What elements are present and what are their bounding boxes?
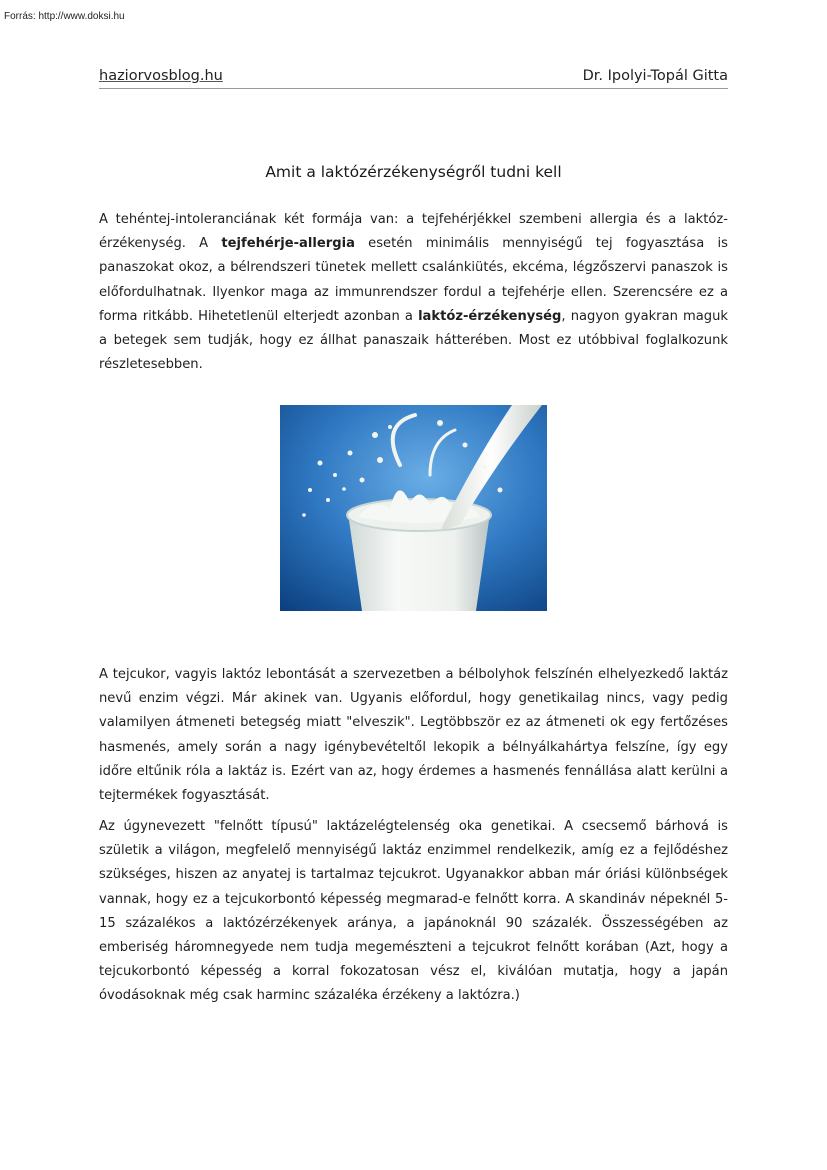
author-name: Dr. Ipolyi-Topál Gitta xyxy=(582,68,728,84)
source-line: Forrás: http://www.doksi.hu xyxy=(4,11,125,22)
lactase-paragraph: A tejcukor, vagyis laktóz lebontását a szervezetben a bélbolyhok felszínén elhelyezkedő laktáz nevű enzim végzi. Már akinek van. Ugyanis előfordul, hogy genetikailag nincs, vagy pedig valamilyen átmeneti betegség miatt "elveszik". Legtöbbször ez az átmeneti ok egy fertőzéses hasmenés, amely során a nagy igénybevételtől lekopik a bélnyálkahártya felszíne, így egy időre eltűnik róla a laktáz is. Ezért van az, hogy érdemes a hasmenés fennállása alatt kerülni a tejtermékek fogyasztását. xyxy=(99,667,728,804)
page-header xyxy=(99,68,728,89)
milk-splash-illustration xyxy=(280,405,547,611)
article-title: Amit a laktózérzékenységről tudni kell xyxy=(265,163,562,181)
milk-glass-photo xyxy=(280,405,547,611)
milk-protein-allergy-term: tejfehérje-allergia xyxy=(221,236,355,252)
site-link[interactable]: haziorvosblog.hu xyxy=(99,68,223,84)
intro-paragraph: A tehéntej-intoleranciának két formája van: a tejfehérjékkel szembeni allergia és a laktóz-érzékenység. A tejfehérje-allergia esetén minimális mennyiségű tej fogyasztása is panaszokat okoz, a bélrendszeri tünetek mellett csalánkiütés, ekcéma, légzőszervi panaszok is előfordulhatnak. Ilyenkor maga az immunrendszer fordul a tejfehérje ellen. Szerencsére ez a forma ritkább. Hihetetlenül elterjedt azonban a laktóz-érzékenység, nagyon gyakran maguk a betegek sem tudják, hogy ez állhat panaszaik hátterében. Most ez utóbbival foglalkozunk részletesebben. xyxy=(99,212,729,373)
lactose-sensitivity-term: laktóz-érzékenység xyxy=(418,308,562,324)
genetic-paragraph: Az úgynevezett "felnőtt típusú" laktázelégtelenség oka genetikai. A csecsemő bárhová is születik a világon, megfelelő mennyiségű laktáz enzimmel rendelkezik, amíg ez a fejlődéshez szükséges, hiszen az anyatej is tartalmaz tejcukrot. Ugyanakkor abban már óriási különbségek vannak, hogy ez a tejcukorbontó képesség megmarad-e felnőtt korra. A skandináv népeknél 5-15 százalékos a laktózérzékenyek aránya, a japánoknál 90 százalék. Összességében az emberiség háromnegyede nem tudja megemészteni a tejcukrot felnőtt korában (Azt, hogy a tejcukorbontó képesség a korral fokozatosan vész el, kiválóan mutatja, hogy a japán óvodásoknak még csak harminc százaléka érzékeny a laktózra.) xyxy=(99,819,728,1004)
